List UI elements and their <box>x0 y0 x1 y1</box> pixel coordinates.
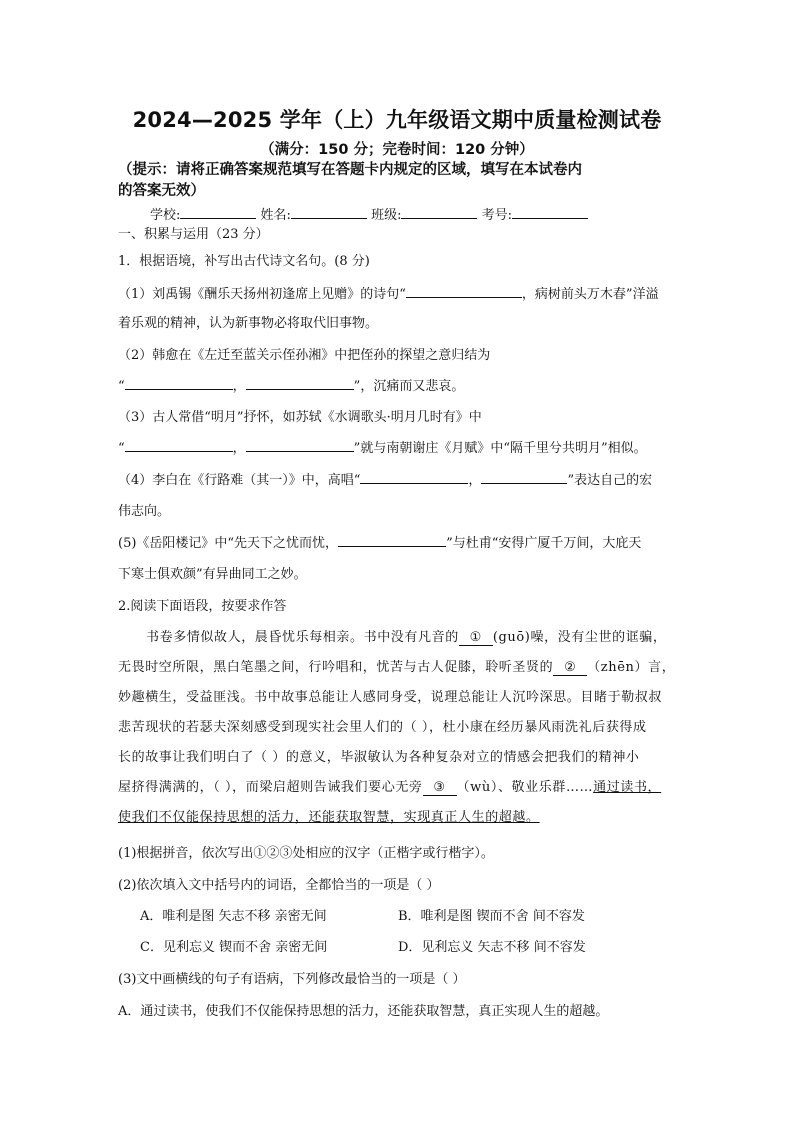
underlined-sentence-end: 使我们不仅能保持思想的活力，还能获取智慧，实现真正人生的超越。 <box>118 810 540 825</box>
exam-tip <box>118 160 690 202</box>
exam-subtitle: （满分：150 分；完卷时间：120 分钟） <box>260 142 534 158</box>
q1-item-2-line-2: “ ， ”，沉痛而又悲哀。 <box>118 375 464 394</box>
passage-line-4: 悲苦现状的若瑟夫深刻感受到现实社会里人们的（ ），杜小康在经历暴风雨洗礼后获得成 <box>118 720 647 735</box>
passage-blank-1[interactable]: ① <box>459 630 493 646</box>
q2-option-d[interactable]: D．见利忘义 矢志不移 间不容发 <box>398 940 586 955</box>
q2-option-c[interactable]: C．见利忘义 锲而不舍 亲密无间 <box>140 940 328 955</box>
name-blank[interactable] <box>291 204 367 219</box>
tip-line-2: 的答案无效） <box>118 183 205 199</box>
q1-item-2-line-1: （2）韩愈在《左迁至蓝关示侄孙湘》中把侄孙的探望之意归结为 <box>118 348 491 363</box>
number-blank[interactable] <box>512 204 588 219</box>
school-label: 学校: <box>150 208 181 223</box>
q1-item-1-line-2: 着乐观的精神，认为新事物必将取代旧事物。 <box>118 316 379 331</box>
q1-item-1-blank[interactable] <box>406 283 522 298</box>
class-label: 班级: <box>371 208 402 223</box>
q1-item-2-blank-b[interactable] <box>246 375 354 390</box>
q2-option-a[interactable]: A．唯利是图 矢志不移 亲密无间 <box>140 909 327 924</box>
q1-item-5-line-1: (5)《岳阳楼记》中“先天下之忧而忧， ”与杜甫“安得广厦千万间，大庇天 <box>118 532 641 551</box>
passage-blank-2[interactable]: ② <box>553 660 587 676</box>
section-1-heading: 一、积累与运用（23 分） <box>118 227 269 242</box>
passage-blank-3[interactable]: ③ <box>423 780 457 796</box>
q1-item-3-line-1: （3）古人常借“明月”抒怀，如苏轼《水调歌头·明月几时有》中 <box>118 410 482 425</box>
q2-sub-3: (3)文中画横线的句子有语病，下列修改最恰当的一项是（ ） <box>118 972 466 987</box>
q1-item-4-line-1: （4）李白在《行路难（其一）》中，高唱“ ， ”表达自己的宏 <box>118 469 652 488</box>
q2-stem: 2.阅读下面语段，按要求作答 <box>118 599 287 614</box>
q1-item-3-line-2: “ ， ”就与南朝谢庄《月赋》中“隔千里兮共明月”相似。 <box>118 437 647 456</box>
name-label: 姓名: <box>260 208 291 223</box>
q1-stem: 1．根据语境，补写出古代诗文名句。(8 分) <box>118 254 370 269</box>
tip-line-1: （提示：请将正确答案规范填写在答题卡内规定的区域，填写在本试卷内 <box>118 162 582 178</box>
passage-line-5: 长的故事让我们明白了（ ）的意义，毕淑敏认为各种复杂对立的情感会把我们的精神小 <box>118 750 640 765</box>
school-blank[interactable] <box>180 204 256 219</box>
q1-item-5-line-2: 下寒士俱欢颜”有异曲同工之妙。 <box>118 567 307 582</box>
q1-item-4-line-2: 伟志向。 <box>118 504 171 519</box>
q1-item-3-blank-a[interactable] <box>125 437 233 452</box>
q1-item-2-blank-a[interactable] <box>125 375 233 390</box>
q2-sub-3-option-a[interactable]: A．通过读书，使我们不仅能保持思想的活力，还能获取智慧，真正实现人生的超越。 <box>118 1004 609 1019</box>
passage-line-6: 屋挤得满满的，（ ），而梁启超则告诫我们要心无旁 ③ （wù）、敬业乐群……通过读书， <box>118 780 662 795</box>
underlined-sentence-start: 通过读书， <box>593 780 662 795</box>
number-label: 考号: <box>481 208 512 223</box>
q1-item-5-blank[interactable] <box>338 532 446 547</box>
q2-sub-2: (2)依次填入文中括号内的词语，全都恰当的一项是（ ） <box>118 878 440 893</box>
q2-sub-1: (1)根据拼音，依次写出①②③处相应的汉字（正楷字或行楷字）。 <box>118 846 494 861</box>
passage-line-1: 书卷多情似故人，晨昏忧乐每相亲。书中没有凡音的 ① (guō)噪，没有尘世的诓骗， <box>146 630 667 645</box>
q2-option-b[interactable]: B．唯利是图 锲而不舍 间不容发 <box>398 909 585 924</box>
q1-item-4-blank-a[interactable] <box>360 469 468 484</box>
q1-item-4-blank-b[interactable] <box>481 469 567 484</box>
passage-line-7 <box>118 806 540 825</box>
class-blank[interactable] <box>401 204 477 219</box>
exam-title: 2024—2025 学年（上）九年级语文期中质量检测试卷 <box>132 108 662 132</box>
passage-line-3: 妙趣横生，受益匪浅。书中故事总能让人感同身受，说理总能让人沉吟深思。目睹于勒叔叔 <box>118 690 663 705</box>
student-info-row <box>150 204 588 223</box>
passage-line-2: 无畏时空所限，黑白笔墨之间，行吟唱和，忧苦与古人促膝，聆听圣贤的 ② （zhēn）言， <box>118 660 676 675</box>
q1-item-1-line-1: （1）刘禹锡《酬乐天扬州初逢席上见赠》的诗句“ ，病树前头万木春”洋溢 <box>118 283 659 302</box>
q1-item-3-blank-b[interactable] <box>246 437 354 452</box>
